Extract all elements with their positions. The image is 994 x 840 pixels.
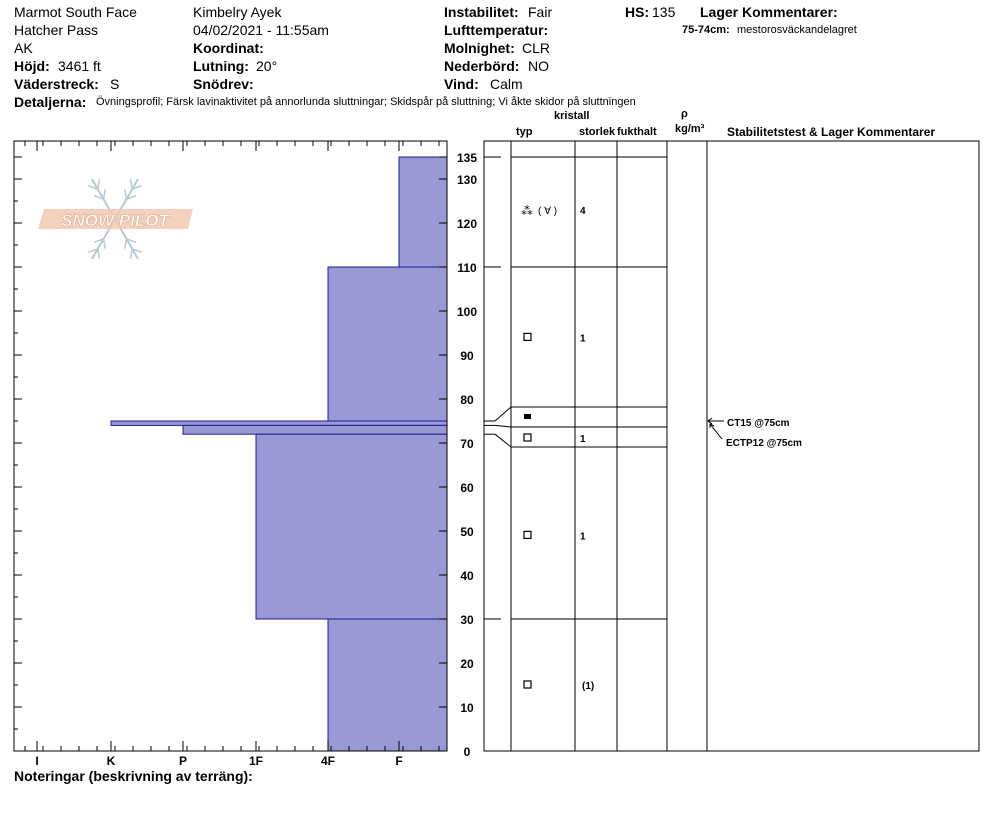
density-unit-header: kg/m³ — [675, 123, 705, 135]
hardness-tick-label: F — [395, 754, 403, 768]
depth-tick-label: 70 — [460, 437, 474, 451]
rho-header: ρ — [681, 108, 688, 120]
stability-test-label: CT15 @75cm — [727, 418, 790, 429]
depth-tick-label: 50 — [460, 525, 474, 539]
depth-tick-label: 80 — [460, 393, 474, 407]
hardness-layer — [256, 434, 447, 619]
stability-arrow — [710, 424, 722, 439]
hardness-tick-label: P — [178, 754, 188, 768]
wind-value: Calm — [490, 76, 523, 92]
hardness-tick-label: 4F — [320, 754, 336, 768]
observer-name: Kimbelry Ayek — [193, 4, 282, 20]
cloud-label: Molnighet: — [444, 40, 515, 56]
notes-label: Noteringar (beskrivning av terräng): — [14, 768, 253, 784]
depth-tick-label: 100 — [456, 305, 478, 319]
details-label: Detaljerna: — [14, 94, 87, 110]
layer-comment-text: mestorosväckandelagret — [737, 24, 857, 36]
hs-value: 135 — [652, 4, 676, 20]
details-text: Övningsprofil; Färsk lavinaktivitet på annorlunda sluttningar; Skidspår på sluttning; Vi åkte skidor på sluttningen — [96, 96, 636, 108]
faceted-crystal-icon — [524, 681, 531, 688]
faceted-crystal-icon — [524, 434, 531, 441]
depth-tick-label: 20 — [460, 657, 474, 671]
depth-tick-label: 90 — [460, 349, 474, 363]
type-header: typ — [516, 126, 533, 138]
layer-comments-label: Lager Kommentarer: — [700, 4, 838, 20]
moisture-header: fukthalt — [617, 126, 657, 138]
observation-datetime: 04/02/2021 - 11:55am — [193, 22, 329, 38]
depth-tick-label: 60 — [460, 481, 474, 495]
slope-label: Lutning: — [193, 58, 249, 74]
stability-test-label: ECTP12 @75cm — [726, 438, 802, 449]
precipitation-particle-icon: ⁂ — [521, 203, 533, 218]
layer-boundary-connector — [495, 425, 511, 427]
hardness-layer — [111, 421, 447, 425]
aspect-label: Väderstreck: — [14, 76, 99, 92]
faceted-crystal-icon — [524, 333, 531, 340]
elevation-label: Höjd: — [14, 58, 50, 74]
grain-size-value: 1 — [580, 333, 586, 345]
hardness-layer — [183, 425, 447, 434]
grain-size-value: (1) — [582, 681, 595, 692]
depth-tick-label: 0 — [463, 745, 471, 759]
hardness-layer — [328, 619, 447, 751]
depth-tick-label: 40 — [460, 569, 474, 583]
hardness-tick-label: 1F — [248, 754, 264, 768]
grain-size-value: 1 — [580, 531, 586, 543]
coordinate-label: Koordinat: — [193, 40, 264, 56]
wind-label: Vind: — [444, 76, 479, 92]
depth-tick-label: 10 — [460, 701, 474, 715]
slope-value: 20° — [256, 58, 278, 74]
hs-label: HS: — [625, 4, 650, 20]
precip-value: NO — [528, 58, 549, 74]
size-header: storlek — [579, 126, 616, 138]
grain-subtype-icon: ( ∀ ) — [538, 205, 558, 217]
layer-boundary-connector — [495, 434, 511, 447]
grain-size-value: 4 — [580, 205, 586, 217]
crystal-header: kristall — [554, 110, 590, 122]
depth-tick-label: 135 — [456, 151, 478, 165]
hardness-layer — [399, 157, 447, 267]
faceted-crystal-icon — [524, 531, 531, 538]
instability-value: Fair — [528, 4, 553, 20]
grain-size-value: 1 — [580, 434, 586, 445]
aspect-value: S — [110, 76, 120, 92]
instability-label: Instabilitet: — [444, 4, 519, 20]
depth-tick-label: 120 — [456, 217, 478, 231]
crust-icon — [524, 414, 531, 419]
air-temp-label: Lufttemperatur: — [444, 22, 549, 38]
layer-comment-range: 75-74cm: — [682, 24, 730, 36]
snowpilot-logo — [38, 179, 193, 259]
location-name: Marmot South Face — [14, 4, 137, 20]
elevation-value: 3461 ft — [58, 58, 101, 74]
logo-text: SNOW PILOT — [61, 211, 169, 230]
hardness-layer — [328, 267, 447, 421]
depth-tick-label: 30 — [460, 613, 474, 627]
precip-label: Nederbörd: — [444, 58, 520, 74]
hardness-tick-label: I — [35, 754, 39, 768]
drift-label: Snödrev: — [193, 76, 254, 92]
stability-header: Stabilitetstest & Lager Kommentarer — [727, 125, 936, 139]
depth-tick-label: 130 — [456, 173, 478, 187]
depth-tick-label: 110 — [457, 261, 477, 275]
layer-boundary-connector — [495, 407, 511, 421]
state-name: AK — [14, 40, 33, 56]
cloud-value: CLR — [522, 40, 551, 56]
hardness-tick-label: K — [106, 754, 116, 768]
area-name: Hatcher Pass — [14, 22, 99, 38]
